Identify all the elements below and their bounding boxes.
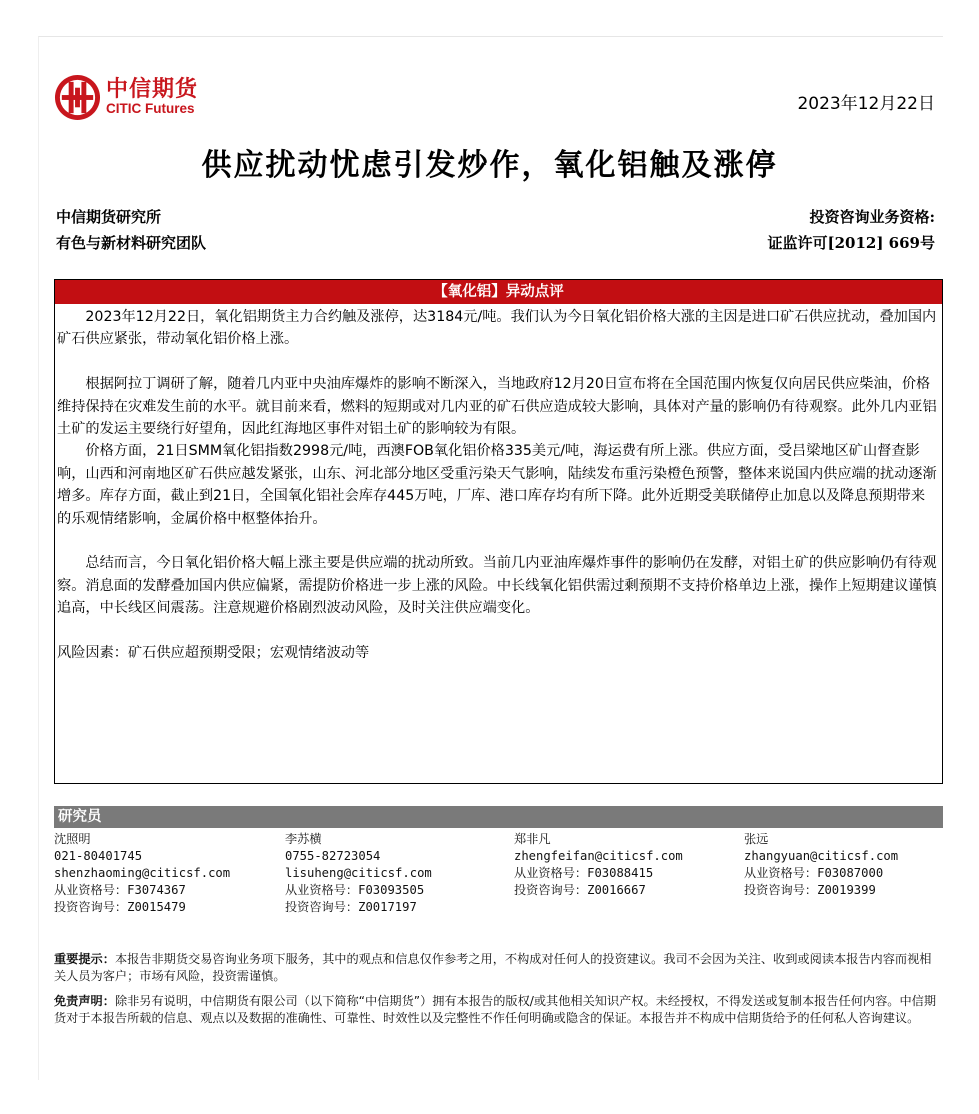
researcher-email: shenzhaoming@citicsf.com [54, 866, 231, 880]
researcher-phone: 0755-82723054 [285, 849, 381, 863]
researcher-name: 张远 [744, 832, 769, 846]
researcher-phone: 021-80401745 [54, 849, 143, 863]
researcher-email: zhangyuan@citicsf.com [744, 849, 899, 863]
researcher-email: zhengfeifan@citicsf.com [514, 849, 683, 863]
citic-futures-logo [54, 74, 254, 126]
researcher-name: 李苏横 [285, 832, 322, 846]
logo-chinese-name: 中信期货 [106, 76, 199, 102]
report-date: 2023年12月22日 [797, 94, 935, 114]
researcher-qualification: 从业资格号：F03088415 [514, 866, 654, 880]
paragraph-price: 价格方面，21日SMM氧化铝指数2998元/吨，西澳FOB氧化铝价格335美元/吨，海运费有所上涨。供应方面，受吕梁地区矿山督查影响，山西和河南地区矿石供应越发紧张，山东、河北部分地区受重污染天气影响，陆续发布重污染橙色预警，整体来说国内供应端的扰动逐渐增多。库存方面，截止到21日，全国氧化铝社会库存445万吨，厂库、港口库存均有所下降。此外近期受美联储停止加息以及降息预期带来的乐观情绪影响，金属价格中枢整体抬升。 [57, 443, 937, 527]
comment-box [54, 279, 943, 784]
researcher-consult-number: 投资咨询号：Z0017197 [285, 900, 417, 914]
report-title: 供应扰动忧虑引发炒作，氧化铝触及涨停 [201, 148, 778, 183]
researcher-qualification: 从业资格号：F3074367 [54, 883, 186, 897]
researcher-consult-number: 投资咨询号：Z0015479 [54, 900, 186, 914]
logo-english-name: CITIC Futures [106, 101, 195, 116]
researcher-name: 沈照明 [54, 832, 91, 846]
researcher-consult-number: 投资咨询号：Z0016667 [514, 883, 646, 897]
researcher-card [744, 831, 898, 899]
important-notice-text: 本报告非期货交易咨询业务项下服务，其中的观点和信息仅作参考之用，不构成对任何人的投资建议。我司不会因为关注、收到或阅读本报告内容而视相关人员为客户；市场有风险，投资需谨慎。 [54, 952, 932, 983]
researcher-card [54, 831, 230, 916]
paragraph-guinea: 根据阿拉丁调研了解，随着几内亚中央油库爆炸的影响不断深入，当地政府12月20日宣布将在全国范围内恢复仅向居民供应柴油，价格维持保持在灾难发生前的水平。就目前来看，燃料的短期或对几内亚的矿石供应造成较大影响，具体对产量的影响仍有待观察。此外几内亚铝土矿的发运主要绕行好望角，因此红海地区事件对铝土矿的影响较为有限。 [57, 376, 937, 438]
license-number: 证监许可[2012] 669号 [767, 234, 935, 252]
paragraph-summary: 2023年12月22日，氧化铝期货主力合约触及涨停，达3184元/吨。我们认为今日氧化铝价格大涨的主因是进口矿石供应扰动，叠加国内矿石供应紧张，带动氧化铝价格上涨。 [57, 309, 937, 348]
institution-block [56, 204, 206, 256]
researcher-email: lisuheng@citicsf.com [285, 866, 432, 880]
important-notice-label: 重要提示： [54, 952, 115, 966]
researcher-consult-number: 投资咨询号：Z0019399 [744, 883, 876, 897]
institution-name: 中信期货研究所 [56, 208, 162, 226]
disclaimer-label: 免责声明： [54, 994, 115, 1008]
disclaimer-text: 除非另有说明，中信期货有限公司（以下简称“中信期货”）拥有本报告的版权/或其他相关知识产权。未经授权，不得发送或复制本报告任何内容。中信期货对于本报告所载的信息、观点以及数据的准确性、可靠性、时效性以及完整性不作任何明确或隐含的保证。本报告并不构成中信期货给予的任何私人咨询建议。 [54, 994, 937, 1025]
researcher-name: 郑非凡 [514, 832, 551, 846]
important-notice [54, 951, 943, 985]
researcher-qualification: 从业资格号：F03093505 [285, 883, 425, 897]
disclaimer [54, 993, 943, 1027]
researchers-header: 研究员 [54, 806, 943, 828]
researcher-card [514, 831, 683, 899]
comment-body [55, 304, 942, 664]
citic-logo-icon [54, 74, 101, 121]
team-name: 有色与新材料研究团队 [56, 234, 207, 252]
license-label: 投资咨询业务资格: [809, 208, 935, 226]
researcher-card [285, 831, 432, 916]
license-block [768, 204, 935, 256]
comment-header: 【氧化铝】异动点评 [55, 280, 942, 304]
paragraph-conclusion: 总结而言，今日氧化铝价格大幅上涨主要是供应端的扰动所致。当前几内亚油库爆炸事件的影响仍在发酵，对铝土矿的供应影响仍有待观察。消息面的发酵叠加国内供应偏紧，需提防价格进一步上涨的风险。中长线氧化铝供需过剩预期不支持价格单边上涨，操作上短期建议谨慎追高，中长线区间震荡。注意规避价格剧烈波动风险，及时关注供应端变化。 [57, 555, 937, 617]
paragraph-risk: 风险因素：矿石供应超预期受限；宏观情绪波动等 [57, 645, 370, 662]
researcher-qualification: 从业资格号：F03087000 [744, 866, 884, 880]
